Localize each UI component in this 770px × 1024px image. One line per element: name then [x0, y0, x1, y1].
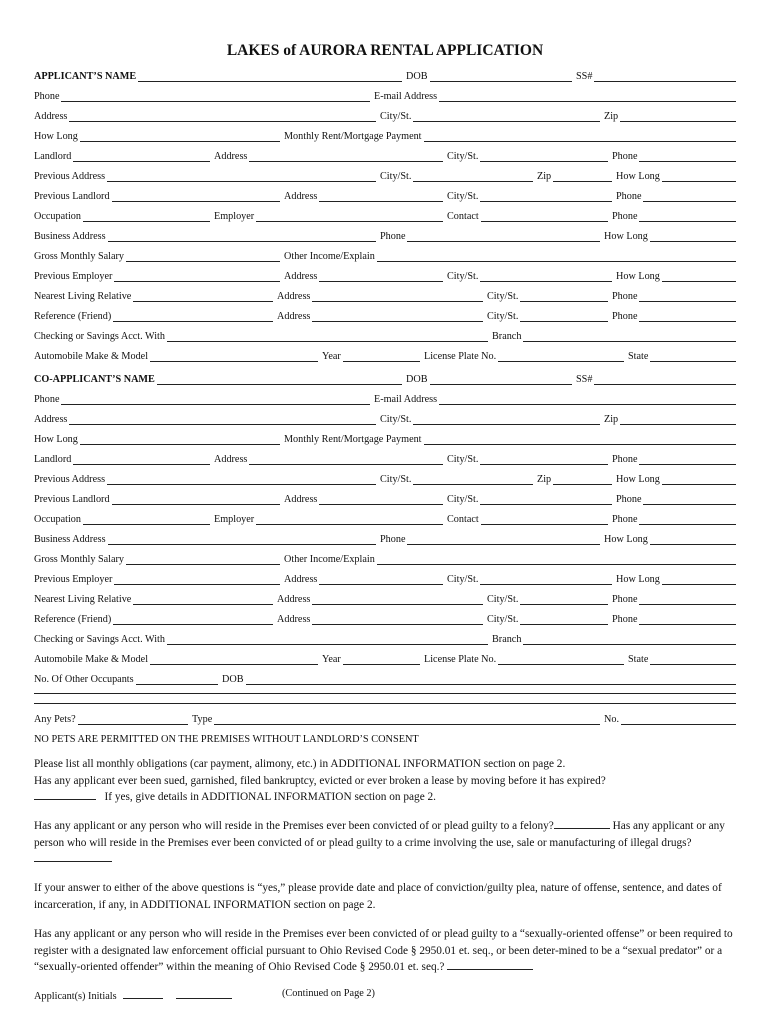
branch-label: Branch [492, 331, 522, 342]
business-address-label: Business Address [34, 534, 106, 545]
sex-offense-answer-field[interactable] [447, 959, 533, 970]
form-row [34, 453, 736, 467]
form-row [34, 633, 736, 647]
form-row [34, 673, 736, 687]
form-row [34, 613, 736, 627]
city-st-label: City/St. [447, 494, 479, 505]
other-occupants-label: No. Of Other Occupants [34, 674, 134, 685]
address-field[interactable] [34, 424, 376, 425]
applicant-name-label: APPLICANT’S NAME [34, 71, 137, 82]
email-label: E-mail Address [374, 91, 438, 102]
landlord-label: Landlord [34, 151, 72, 162]
sued-question: Has any applicant ever been sued, garnished, filed bankruptcy, evicted or ever broken a lease by moving before it has expired? [34, 774, 606, 787]
address-label: Address [277, 614, 311, 625]
pets-notice: NO PETS ARE PERMITTED ON THE PREMISES WITHOUT LANDLORD’S CONSENT [34, 734, 419, 745]
initials-field-2[interactable] [176, 988, 232, 999]
address-label: Address [284, 271, 318, 282]
branch-label: Branch [492, 634, 522, 645]
form-row [34, 270, 736, 284]
form-row [34, 110, 736, 124]
city-st-label: City/St. [447, 574, 479, 585]
phone-label: Phone [612, 311, 638, 322]
city-st-label: City/St. [380, 414, 412, 425]
type-field[interactable] [192, 724, 600, 725]
address-label: Address [214, 454, 248, 465]
form-row [34, 493, 736, 507]
zip-field[interactable] [604, 121, 736, 122]
form-row [34, 210, 736, 224]
form-row [34, 373, 736, 387]
phone-label: Phone [612, 291, 638, 302]
form-row [34, 573, 736, 587]
license-plate-label: License Plate No. [424, 654, 497, 665]
city-st-label: City/St. [447, 271, 479, 282]
dob-field[interactable] [222, 684, 736, 685]
zip-label: Zip [537, 171, 552, 182]
phone-label: Phone [380, 534, 406, 545]
previous-employer-label: Previous Employer [34, 271, 113, 282]
type-label: Type [192, 714, 213, 725]
no-label: No. [604, 714, 619, 725]
gross-salary-label: Gross Monthly Salary [34, 251, 124, 262]
address-field[interactable] [34, 121, 376, 122]
phone-label: Phone [612, 454, 638, 465]
previous-employer-label: Previous Employer [34, 574, 113, 585]
form-row [34, 70, 736, 84]
phone-label: Phone [616, 191, 642, 202]
phone-label: Phone [612, 151, 638, 162]
city-st-label: City/St. [487, 311, 519, 322]
how-long-label: How Long [604, 534, 648, 545]
monthly-rent-label: Monthly Rent/Mortgage Payment [284, 434, 422, 445]
phone-label: Phone [34, 394, 60, 405]
address-label: Address [277, 291, 311, 302]
monthly-rent-label: Monthly Rent/Mortgage Payment [284, 131, 422, 142]
zip-label: Zip [604, 414, 619, 425]
city-st-label: City/St. [447, 191, 479, 202]
ss-field[interactable] [576, 384, 736, 385]
city-st-label: City/St. [487, 291, 519, 302]
city-st-label: City/St. [380, 474, 412, 485]
coapplicant-name-label: CO-APPLICANT’S NAME [34, 374, 155, 385]
address-label: Address [277, 311, 311, 322]
how-long-label: How Long [604, 231, 648, 242]
phone-field[interactable] [34, 101, 370, 102]
ss-label: SS# [576, 71, 593, 82]
branch-field[interactable] [492, 341, 736, 342]
business-address-label: Business Address [34, 231, 106, 242]
phone-label: Phone [612, 211, 638, 222]
sex-offense-section [34, 926, 740, 976]
address-label: Address [34, 414, 68, 425]
continued-text: (Continued on Page 2) [282, 988, 375, 999]
state-label: State [628, 654, 649, 665]
previous-address-label: Previous Address [34, 171, 106, 182]
phone-field[interactable] [380, 544, 600, 545]
form-row [34, 350, 736, 364]
conviction-details-text: If your answer to either of the above questions is “yes,” please provide date and place of conviction/guilty plea, nature of offense, sentence, and dates of incarceration, if any, in ADDITIONAL INFORMATION section on page 2. [34, 882, 722, 911]
no-field[interactable] [604, 724, 736, 725]
occupation-label: Occupation [34, 211, 81, 222]
form-row [34, 593, 736, 607]
form-row [34, 533, 736, 547]
ss-field[interactable] [576, 81, 736, 82]
felony-question: Has any applicant or any person who will reside in the Premises ever been convicted of or plead guilty to a felony? [34, 820, 554, 832]
drug-answer-field[interactable] [34, 851, 112, 862]
obligations-section [34, 756, 740, 806]
initials-field-1[interactable] [123, 988, 163, 999]
phone-label: Phone [380, 231, 406, 242]
phone-label: Phone [34, 91, 60, 102]
address-label: Address [34, 111, 68, 122]
gross-salary-label: Gross Monthly Salary [34, 554, 124, 565]
address-label: Address [284, 191, 318, 202]
form-row [34, 713, 736, 727]
dob-label: DOB [222, 674, 244, 685]
felony-answer-field[interactable] [554, 818, 610, 829]
previous-address-label: Previous Address [34, 474, 106, 485]
address-label: Address [284, 574, 318, 585]
address-label: Address [214, 151, 248, 162]
reference-label: Reference (Friend) [34, 311, 112, 322]
any-pets-label: Any Pets? [34, 714, 76, 725]
city-st-label: City/St. [447, 151, 479, 162]
checking-label: Checking or Savings Acct. With [34, 331, 165, 342]
zip-label: Zip [537, 474, 552, 485]
form-row [34, 553, 736, 567]
form-row [34, 513, 736, 527]
automobile-label: Automobile Make & Model [34, 654, 149, 665]
year-label: Year [322, 654, 341, 665]
how-long-label: How Long [34, 131, 78, 142]
previous-landlord-label: Previous Landlord [34, 494, 110, 505]
city-st-label: City/St. [487, 614, 519, 625]
sued-answer-field[interactable] [34, 789, 96, 800]
state-label: State [628, 351, 649, 362]
sex-offense-question: Has any applicant or any person who will reside in the Premises ever been convicted of or plead guilty to a “sexually-oriented offense” or been required to register with a designated law enforcement official pursuant to Ohio Revised Code § 2950.01 et. seq., or been deter-mined to be a “sexual predator” or a “sexually-oriented offender” within the meaning of Ohio Revised Code § 2950.01 et. seq.? [34, 928, 733, 973]
footer [34, 988, 594, 1002]
how-long-label: How Long [616, 574, 660, 585]
city-st-label: City/St. [380, 111, 412, 122]
form-row [34, 413, 736, 427]
ss-label: SS# [576, 374, 593, 385]
occupation-label: Occupation [34, 514, 81, 525]
year-label: Year [322, 351, 341, 362]
form-row [34, 90, 736, 104]
form-row [34, 250, 736, 264]
automobile-label: Automobile Make & Model [34, 351, 149, 362]
checking-label: Checking or Savings Acct. With [34, 634, 165, 645]
drug-question: Has any applicant or any person who will reside in the Premises ever been convicted of or plead guilty to a crime involving the use, sale or manufacturing of illegal drugs? [34, 820, 725, 849]
form-row [34, 473, 736, 487]
previous-landlord-label: Previous Landlord [34, 191, 110, 202]
landlord-label: Landlord [34, 454, 72, 465]
form-title: LAKES of AURORA RENTAL APPLICATION [226, 42, 544, 59]
phone-label: Phone [612, 614, 638, 625]
phone-field[interactable] [380, 241, 600, 242]
city-st-label: City/St. [380, 171, 412, 182]
city-st-label: City/St. [447, 454, 479, 465]
form-row [34, 330, 736, 344]
occupants-continuation-line[interactable] [34, 703, 736, 704]
employer-label: Employer [214, 211, 255, 222]
email-label: E-mail Address [374, 394, 438, 405]
reference-label: Reference (Friend) [34, 614, 112, 625]
form-row [34, 170, 736, 184]
how-long-label: How Long [616, 271, 660, 282]
employer-label: Employer [214, 514, 255, 525]
form-row [34, 130, 736, 144]
dob-field[interactable] [406, 384, 572, 385]
obligations-text: Please list all monthly obligations (car payment, alimony, etc.) in ADDITIONAL INFORMATION section on page 2. [34, 758, 566, 770]
how-long-label: How Long [616, 474, 660, 485]
other-income-label: Other Income/Explain [284, 554, 375, 565]
nearest-relative-label: Nearest Living Relative [34, 291, 132, 302]
how-long-label: How Long [616, 171, 660, 182]
sued-details-text: If yes, give details in ADDITIONAL INFORMATION section on page 2. [104, 791, 437, 803]
how-long-label: How Long [34, 434, 78, 445]
zip-field[interactable] [604, 424, 736, 425]
city-st-label: City/St. [487, 594, 519, 605]
form-row [34, 393, 736, 407]
dob-field[interactable] [406, 81, 572, 82]
phone-field[interactable] [34, 404, 370, 405]
initials-label: Applicant(s) Initials [34, 991, 117, 1002]
branch-field[interactable] [492, 644, 736, 645]
conviction-section [34, 818, 740, 868]
contact-label: Contact [447, 211, 479, 222]
nearest-relative-label: Nearest Living Relative [34, 594, 132, 605]
phone-label: Phone [616, 494, 642, 505]
license-plate-label: License Plate No. [424, 351, 497, 362]
address-label: Address [277, 594, 311, 605]
dob-label: DOB [406, 71, 428, 82]
contact-label: Contact [447, 514, 479, 525]
phone-label: Phone [612, 514, 638, 525]
form-row [34, 310, 736, 324]
form-row [34, 150, 736, 164]
form-row [34, 230, 736, 244]
other-income-label: Other Income/Explain [284, 251, 375, 262]
form-row [34, 290, 736, 304]
dob-label: DOB [406, 374, 428, 385]
address-label: Address [284, 494, 318, 505]
zip-label: Zip [604, 111, 619, 122]
phone-label: Phone [612, 594, 638, 605]
form-row [34, 190, 736, 204]
form-row [34, 653, 736, 667]
form-row [34, 433, 736, 447]
occupants-continuation-line[interactable] [34, 693, 736, 694]
